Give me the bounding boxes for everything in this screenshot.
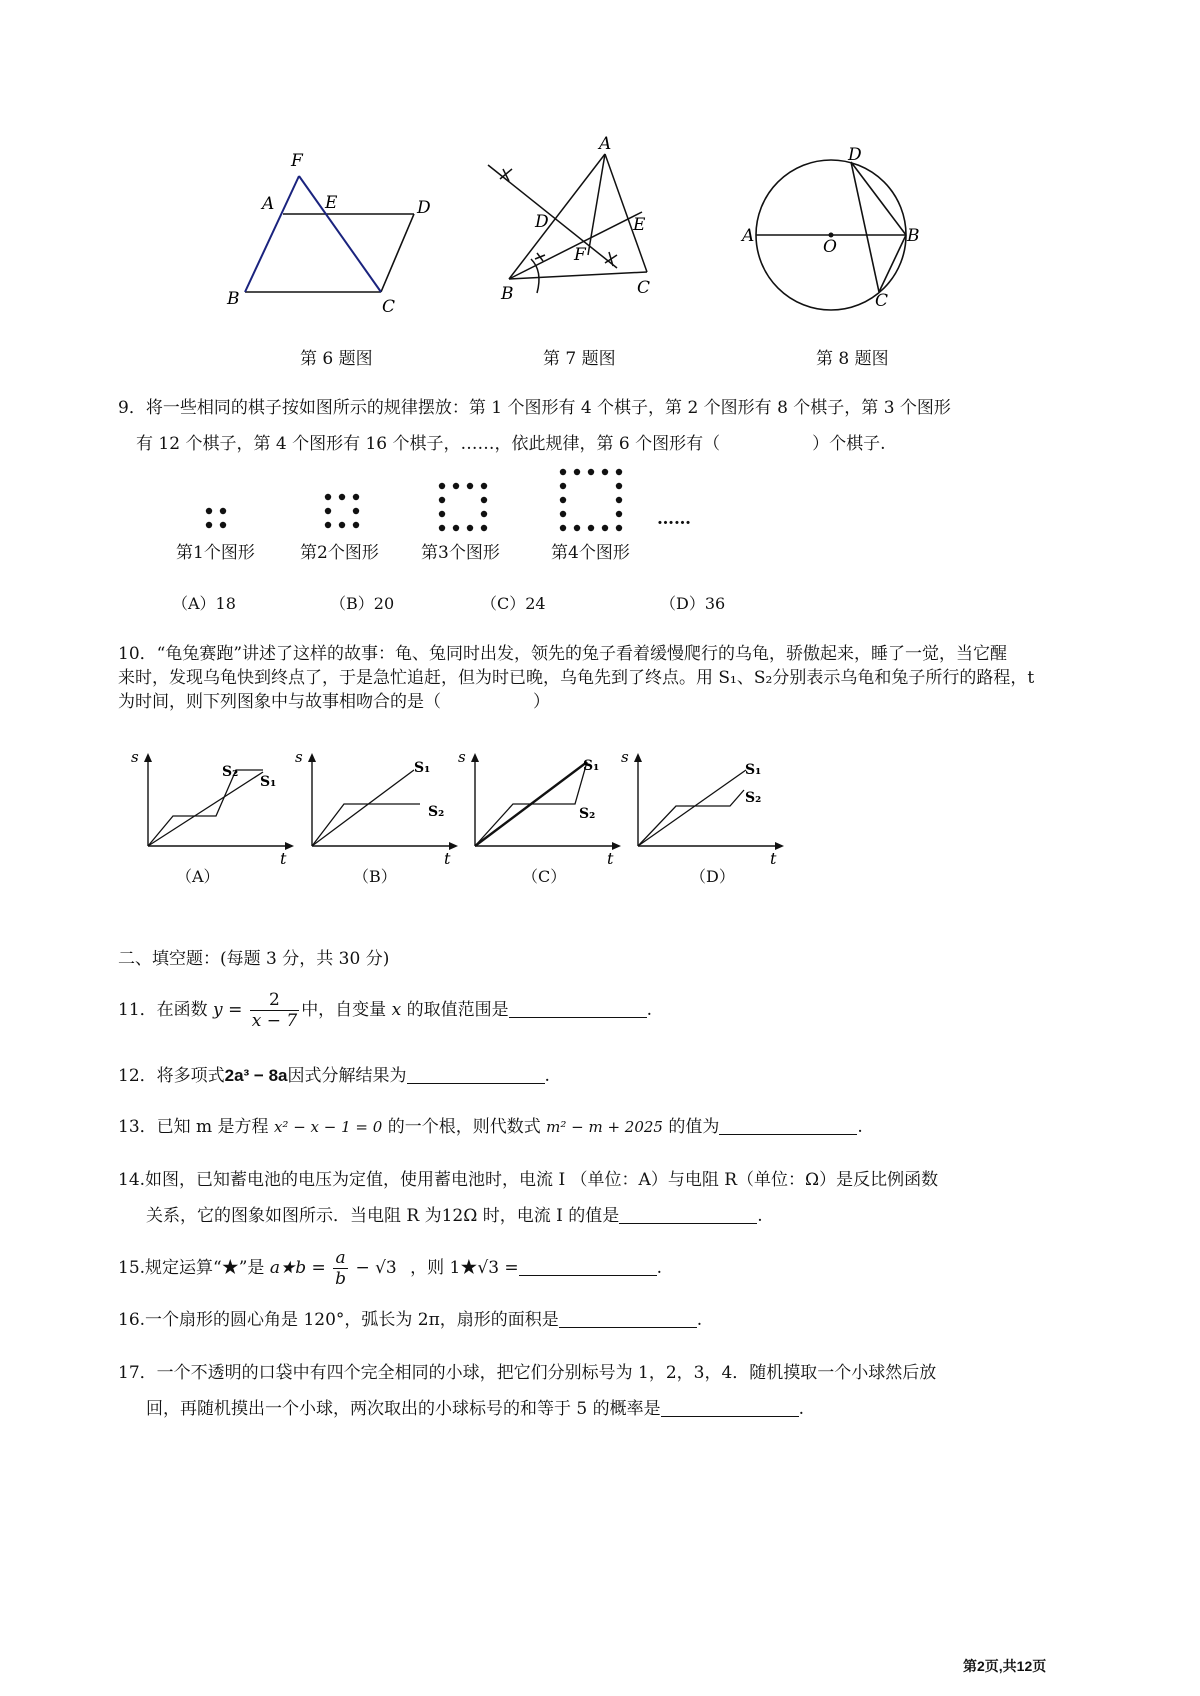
side-cd <box>381 214 414 292</box>
q15-mid: ，则 1★√3 = <box>410 1258 519 1278</box>
q10-line3 <box>118 690 550 714</box>
label-o: O <box>823 237 837 257</box>
graph-d-label-s1: S₁ <box>745 762 762 778</box>
q15 <box>118 1243 662 1293</box>
q12-answer-blank[interactable] <box>407 1065 545 1084</box>
segment-fc <box>299 176 381 292</box>
q9-pattern-label-3: 第3个图形 <box>421 543 500 563</box>
q16 <box>118 1308 702 1332</box>
label-d: D <box>535 212 549 232</box>
q10-line3-end: ） <box>533 692 550 712</box>
graph-d-axis-s: s <box>621 748 629 766</box>
q11-suffix: 中，自变量 <box>301 1000 387 1020</box>
section-heading: 二、填空题：(每题 3 分，共 30 分) <box>118 949 390 969</box>
q12-end: . <box>544 1066 550 1086</box>
graph-b-label-s2: S₂ <box>428 804 445 820</box>
label-e: E <box>633 215 646 235</box>
q15-numerator: a <box>333 1248 348 1269</box>
q9-pattern-label-2: 第2个图形 <box>300 543 379 563</box>
graph-c-label-s2: S₂ <box>579 806 596 822</box>
q11-end: . <box>646 1000 652 1020</box>
graph-c-label-s1: S₁ <box>583 758 600 774</box>
q9-line2-end: ）个棋子. <box>812 434 886 454</box>
graph-b-s2 <box>312 804 420 846</box>
q11-fraction <box>250 990 299 1031</box>
q9-pattern-3 <box>436 480 490 534</box>
label-c: C <box>382 297 396 317</box>
caption-fig6: 第 6 题图 <box>300 349 373 369</box>
q9-line2-text: 有 12 个棋子，第 4 个图形有 16 个棋子，……，依此规律，第 6 个图形有（ <box>136 434 721 454</box>
q9-ellipsis: …… <box>657 509 691 529</box>
label-a: A <box>599 135 612 154</box>
q15-rhs: − √3 <box>355 1258 397 1278</box>
q9-pattern-1 <box>203 505 229 531</box>
q11-suffix2: 的取值范围是 <box>406 1000 509 1020</box>
q11 <box>118 987 652 1033</box>
q13 <box>118 1115 863 1139</box>
q11-denominator: x − 7 <box>251 1011 298 1031</box>
figure-6 <box>225 150 445 320</box>
label-b: B <box>907 226 920 246</box>
q13-mid: 的一个根，则代数式 <box>387 1117 541 1137</box>
side-bc <box>509 272 647 279</box>
q10-option-b[interactable]: （B） <box>353 867 397 886</box>
q9-pattern-2 <box>322 491 362 531</box>
label-d: D <box>417 198 431 218</box>
graph-d-s1 <box>638 770 746 846</box>
q13-eq1: x² − x − 1 = 0 <box>273 1118 383 1136</box>
chord-cb <box>879 235 906 292</box>
q12-suffix: 因式分解结果为 <box>287 1066 407 1086</box>
q10-line1: 10．“龟兔赛跑”讲述了这样的故事：龟、兔同时出发，领先的兔子看着缓慢爬行的乌龟，骄傲起来，睡了一觉，当它醒 <box>118 644 1008 664</box>
q17-end: . <box>798 1399 805 1419</box>
q15-answer-blank[interactable] <box>519 1257 657 1276</box>
graph-a-label-s1: S₁ <box>260 774 277 790</box>
label-b: B <box>227 289 240 309</box>
q10-graph-d <box>618 748 788 868</box>
label-a: A <box>742 226 755 246</box>
q11-prefix: 11．在函数 <box>118 1000 208 1020</box>
q10-option-a[interactable]: （A） <box>176 867 220 886</box>
q15-fraction <box>333 1248 348 1289</box>
q14-line2 <box>146 1204 763 1228</box>
q12-poly: 2a³ − 8a <box>224 1066 288 1085</box>
caption-fig8: 第 8 题图 <box>816 349 889 369</box>
graph-a-s1 <box>148 772 263 846</box>
label-c: C <box>637 278 651 298</box>
graph-d-label-s2: S₂ <box>745 790 762 806</box>
perpendicular-bisector <box>488 165 617 268</box>
q12 <box>118 1064 550 1088</box>
label-f: F <box>574 245 586 265</box>
q11-numerator: 2 <box>250 990 299 1011</box>
q10-line3-text: 为时间，则下列图象中与故事相吻合的是（ <box>118 692 441 712</box>
q13-eq2: m² − m + 2025 <box>546 1118 663 1136</box>
q11-answer-blank[interactable] <box>509 999 647 1018</box>
q9-line2 <box>136 432 886 456</box>
graph-c-axis-s: s <box>458 748 466 766</box>
label-d: D <box>848 145 862 165</box>
q14-answer-blank[interactable] <box>619 1205 757 1224</box>
q9-option-a[interactable]: （A）18 <box>172 594 236 613</box>
q9-option-d[interactable]: （D）36 <box>660 594 726 613</box>
label-a: A <box>262 194 275 214</box>
q9-option-b[interactable]: （B）20 <box>330 594 395 613</box>
q10-graph-c <box>455 748 625 868</box>
q11-y: y <box>213 1000 223 1020</box>
label-e: E <box>325 193 338 213</box>
label-f: F <box>291 151 303 171</box>
graph-d-axis-t: t <box>770 849 777 868</box>
q10-option-c[interactable]: （C） <box>522 867 567 886</box>
q12-prefix: 12．将多项式 <box>118 1066 225 1086</box>
graph-b-axis-s: s <box>295 748 303 766</box>
q10-line2: 来时，发现乌龟快到终点了，于是急忙追赶，但为时已晚，乌龟先到了终点。用 S₁、S₂分别表示乌龟和兔子所行的路程，t <box>118 668 1035 688</box>
q10-graph-b <box>292 748 462 868</box>
graph-b-axis-t: t <box>444 849 451 868</box>
q15-end: . <box>656 1258 663 1278</box>
q14-line2-text: 关系，它的图象如图所示．当电阻 R 为12Ω 时，电流 I 的值是 <box>146 1206 620 1226</box>
graph-b-label-s1: S₁ <box>414 760 431 776</box>
q15-denominator: b <box>335 1269 347 1289</box>
q17-line1: 17．一个不透明的口袋中有四个完全相同的小球，把它们分别标号为 1，2，3，4．随机摸取一个小球然后放 <box>118 1363 937 1383</box>
graph-a-axis-t: t <box>280 849 287 868</box>
q14-line1: 14.如图，已知蓄电池的电压为定值，使用蓄电池时，电流 I （单位：A）与电阻 R（单位：Ω）是反比例函数 <box>118 1170 939 1190</box>
q11-x: x <box>391 1000 402 1020</box>
q9-pattern-label-4: 第4个图形 <box>551 543 630 563</box>
arc-mark <box>535 253 545 261</box>
q13-answer-blank[interactable] <box>719 1116 857 1135</box>
q17-answer-blank[interactable] <box>661 1398 799 1417</box>
label-c: C <box>875 291 889 311</box>
q13-prefix: 13．已知 m 是方程 <box>118 1117 269 1137</box>
page-number: 第2页,共12页 <box>963 1658 1047 1674</box>
q10-graph-a <box>128 748 298 868</box>
q13-end: . <box>857 1117 863 1137</box>
q9-line1: 9．将一些相同的棋子按如图所示的规律摆放：第 1 个图形有 4 个棋子，第 2 个图形有 8 个棋子，第 3 个图形 <box>118 398 951 418</box>
q17-line2-text: 回，再随机摸出一个小球，两次取出的小球标号的和等于 5 的概率是 <box>146 1399 661 1419</box>
q10-option-d[interactable]: （D） <box>690 867 735 886</box>
q15-prefix: 15.规定运算“★”是 <box>118 1258 265 1278</box>
caption-fig7: 第 7 题图 <box>543 349 616 369</box>
q9-pattern-4 <box>557 466 625 534</box>
side-ab <box>509 154 605 279</box>
q16-end: . <box>696 1310 703 1330</box>
q9-option-c[interactable]: （C）24 <box>481 594 546 613</box>
q13-suffix: 的值为 <box>668 1117 720 1137</box>
q15-lhs: a★b = <box>269 1258 326 1278</box>
q16-answer-blank[interactable] <box>559 1309 697 1328</box>
q14-end: . <box>757 1206 763 1226</box>
graph-c-axis-t: t <box>607 849 614 868</box>
q11-eq: = <box>228 1000 243 1020</box>
q16-text: 16.一个扇形的圆心角是 120°，弧长为 2π，扇形的面积是 <box>118 1310 559 1330</box>
graph-b-s1 <box>312 770 414 846</box>
graph-d-s2 <box>638 790 744 846</box>
graph-a-axis-s: s <box>131 748 139 766</box>
q17-line2 <box>146 1397 804 1421</box>
graph-a-label-s2: S₂ <box>222 764 239 780</box>
figure-8 <box>735 140 935 320</box>
figure-7 <box>485 135 675 310</box>
q9-pattern-label-1: 第1个图形 <box>176 543 255 563</box>
label-b: B <box>501 284 514 304</box>
segment-af <box>588 154 605 255</box>
